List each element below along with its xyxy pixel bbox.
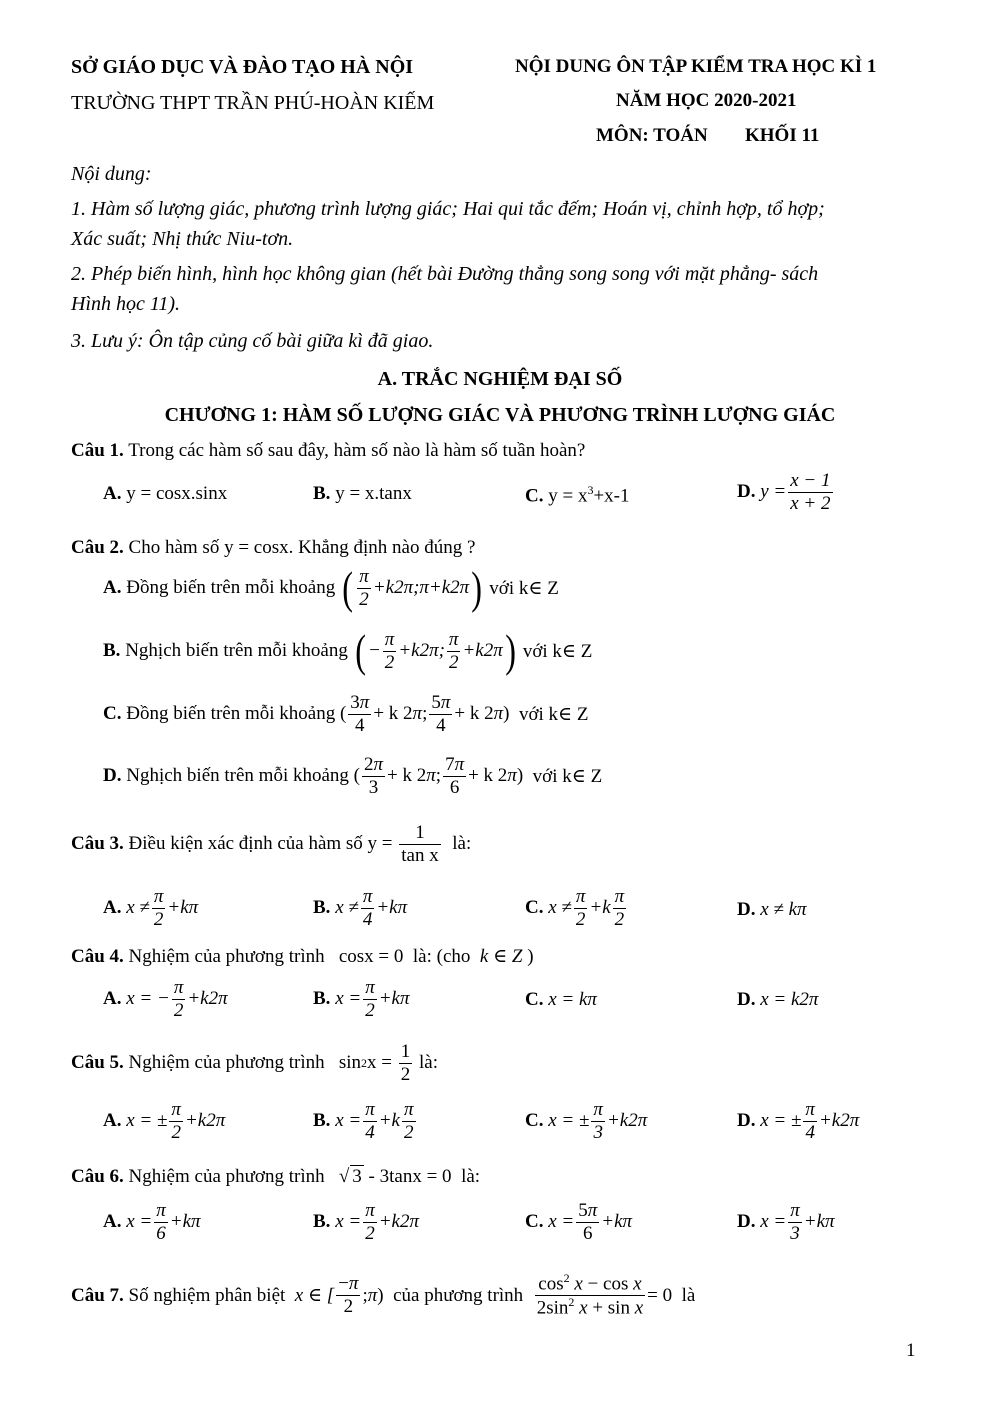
question-5: Câu 5. Nghiệm của phương trình sin 2 x = $\frac{1}{2}$ là: <box>71 1041 439 1085</box>
q1-text: Trong các hàm số sau đây, hàm số nào là hàm số tuần hoàn? <box>128 440 586 461</box>
question-2: Câu 2. Cho hàm số y = cosx. Khẳng định nào đúng ? <box>71 537 476 558</box>
q4-option-b: B. x = $\frac{\pi}{2}$ +kπ <box>313 977 410 1021</box>
q5-option-d: D. x = ± $\frac{\pi}{4}$ +k2π <box>737 1099 860 1143</box>
q2-option-d: D. Nghịch biến trên mỗi khoảng ( $\frac{2\pi}{3}$ + k 2 π ; $\frac{7\pi}{6}$ + k 2 π ) với k∈ Z <box>103 754 603 798</box>
q3-option-c: C. x ≠ $\frac{\pi}{2}$ +k $\frac{\pi}{2}$ <box>525 886 625 930</box>
q3-option-b: B. x ≠ $\frac{\pi}{4}$ +kπ <box>313 886 408 930</box>
school-name: TRƯỜNG THPT TRẦN PHÚ-HOÀN KIẾM <box>71 92 435 114</box>
question-7: Câu 7. Số nghiệm phân biệt x ∈ [ $\frac{-\pi}{2}$ ;π) của phương trình $\frac{\cos^2 x - \cos x}{2\sin^2 x + \sin x}$ = 0 là <box>71 1271 696 1319</box>
q6-option-b: B. x = $\frac{\pi}{2}$ +k2π <box>313 1200 420 1244</box>
chapter-title: CHƯƠNG 1: HÀM SỐ LƯỢNG GIÁC VÀ PHƯƠNG TRÌNH LƯỢNG GIÁC <box>164 404 836 426</box>
intro-label: Nội dung: <box>71 163 152 185</box>
question-4: Câu 4. Nghiệm của phương trình cosx = 0 là: (cho k ∈ Z ) <box>71 946 534 967</box>
dept-name: SỞ GIÁO DỤC VÀ ĐÀO TẠO HÀ NỘI <box>71 56 414 78</box>
q3-option-a: A. x ≠ $\frac{\pi}{2}$ +kπ <box>103 886 199 930</box>
q1-option-c: C. $y = x^3+x-1$ <box>525 483 630 507</box>
intro-item1b: Xác suất; Nhị thức Niu-tơn. <box>71 228 294 250</box>
q2-option-b: B. Nghịch biến trên mỗi khoảng ( − $\frac{\pi}{2}$ +k2π; $\frac{\pi}{2}$ +k2π ) với k∈ Z <box>103 625 593 676</box>
intro-item1a: 1. Hàm số lượng giác, phương trình lượng giác; Hai qui tắc đếm; Hoán vị, chỉnh hợp, tổ hợp; <box>71 198 825 220</box>
q1-option-d: D. y = $\frac{x - 1}{x + 2}$ <box>737 470 831 514</box>
page-number: 1 <box>906 1340 916 1361</box>
q5-option-c: C. x = ± $\frac{\pi}{3}$ +k2π <box>525 1099 648 1143</box>
intro-item2b: Hình học 11). <box>71 293 181 315</box>
q2-option-c: C. Đồng biến trên mỗi khoảng ( $\frac{3\pi}{4}$ + k 2 π ; $\frac{5\pi}{4}$ + k 2 π ) với k∈ Z <box>103 692 589 736</box>
intro-item2a: 2. Phép biến hình, hình học không gian (hết bài Đường thẳng song song với mặt phẳng- sách <box>71 263 819 285</box>
question-3: Câu 3. Điều kiện xác định của hàm số y = $\frac{1}{\text{tan x}}$ là: <box>71 822 472 866</box>
q5-option-a: A. x = ± $\frac{\pi}{2}$ +k2π <box>103 1099 226 1143</box>
q6-option-d: D. x = $\frac{\pi}{3}$ +kπ <box>737 1200 835 1244</box>
question-1 <box>71 440 585 462</box>
q3-option-d: D. x ≠ kπ <box>737 899 807 920</box>
subject: MÔN: TOÁN <box>596 125 708 146</box>
q4-option-c: C. x = kπ <box>525 989 597 1010</box>
q1-option-b: B. y = x.tanx <box>313 483 412 504</box>
doc-title: NỘI DUNG ÔN TẬP KIỂM TRA HỌC KÌ 1 <box>515 56 877 77</box>
section-title: A. TRẮC NGHIỆM ĐẠI SỐ <box>377 368 623 390</box>
grade: KHỐI 11 <box>745 125 820 146</box>
q4-option-d: D. x = k2π <box>737 989 819 1010</box>
question-6: Câu 6. Nghiệm của phương trình √ 3 - 3tanx = 0 là: <box>71 1166 481 1187</box>
q6-option-c: C. x = $\frac{5\pi}{6}$ +kπ <box>525 1200 633 1244</box>
school-year: NĂM HỌC 2020-2021 <box>616 90 797 111</box>
q1-option-a: A. y = cosx.sinx <box>103 483 228 504</box>
q1-label: Câu 1. <box>71 440 124 461</box>
q4-option-a: A. x = − $\frac{\pi}{2}$ +k2π <box>103 977 228 1021</box>
q6-option-a: A. x = $\frac{\pi}{6}$ +kπ <box>103 1200 201 1244</box>
q2-option-a: A. Đồng biến trên mỗi khoảng ( $\frac{\pi}{2}$ +k2π;π+k2π ) với k∈ Z <box>103 562 559 613</box>
intro-item3: 3. Lưu ý: Ôn tập củng cố bài giữa kì đã giao. <box>71 330 434 352</box>
q5-option-b: B. x = $\frac{\pi}{4}$ +k $\frac{\pi}{2}$ <box>313 1099 414 1143</box>
